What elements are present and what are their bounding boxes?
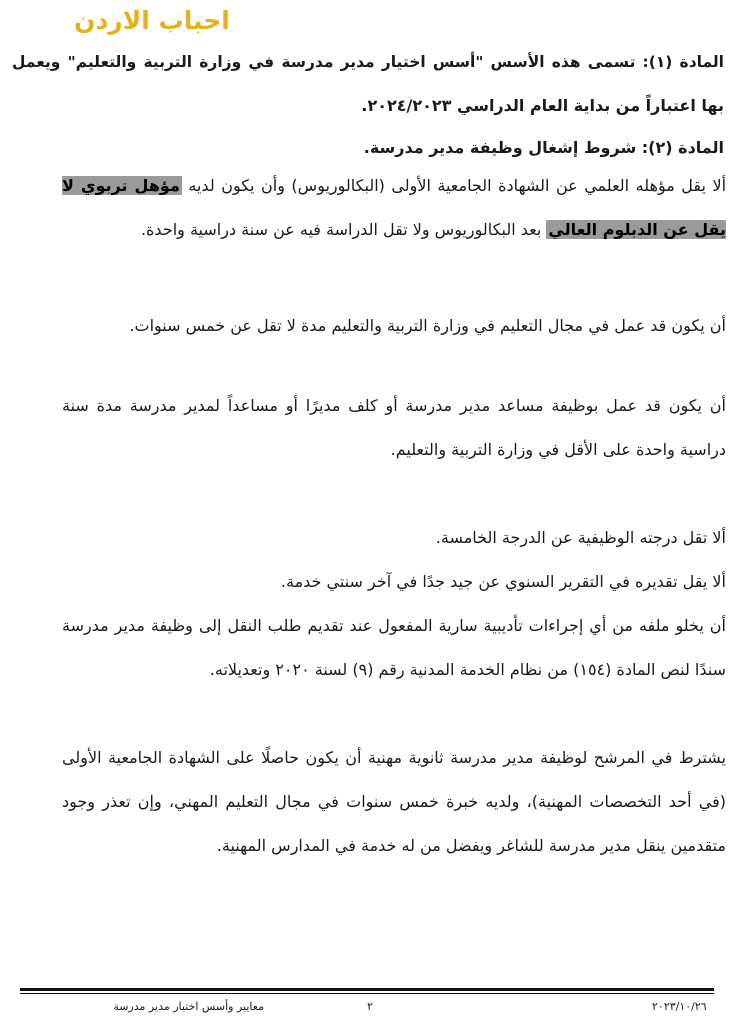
condition-text: بعد البكالوريوس ولا تقل الدراسة فيه عن سنة دراسية واحدة. xyxy=(140,220,542,239)
footer-divider-thin xyxy=(20,993,714,994)
condition-text: أن يخلو ملفه من أي إجراءات تأديبية سارية المفعول عند تقديم طلب النقل إلى وظيفة مدير مدرسة سندًا لنص المادة (١٥٤) من نظام الخدمة المدنية رقم (٩) لسنة ٢٠٢٠ وتعديلاته. xyxy=(62,616,726,679)
watermark: احباب الاردن xyxy=(74,6,230,35)
condition-item xyxy=(62,384,726,472)
footer-doc-title: معايير وأسس اختيار مدير مدرسة xyxy=(113,1000,264,1013)
page-number: ٢ xyxy=(367,1000,373,1013)
condition-text: ألا تقل درجته الوظيفية عن الدرجة الخامسة. xyxy=(435,528,726,547)
footer-date: ٢٠٢٣/١٠/٢٦ xyxy=(652,1000,707,1013)
footer-divider xyxy=(20,988,714,991)
condition-text: ألا يقل تقديره في التقرير السنوي عن جيد جدًا في آخر سنتي خدمة. xyxy=(280,572,726,591)
condition-item xyxy=(62,304,726,348)
condition-text: يشترط في المرشح لوظيفة مدير مدرسة ثانوية مهنية أن يكون حاصلًا على الشهادة الجامعية الأولى (في أحد التخصصات المهنية)، ولديه خبرة خمس سنوات في مجال التعليم المهني، وإن تعذر وجود متقدمين ينقل مدير مدرسة للشاغر ويفضل من له خدمة في المدارس المهنية. xyxy=(62,748,726,855)
condition-item xyxy=(62,164,726,252)
article-2-title: المادة (٢): شروط إشغال وظيفة مدير مدرسة. xyxy=(363,138,724,157)
condition-item xyxy=(62,604,726,692)
condition-item xyxy=(62,736,726,868)
condition-text: أن يكون قد عمل بوظيفة مساعد مدير مدرسة أو كلف مديرًا أو مساعداً لمدير مدرسة مدة سنة دراسية واحدة على الأقل في وزارة التربية والتعليم. xyxy=(62,396,726,459)
article-1-line-1: المادة (١): تسمى هذه الأسس "أسس اختيار مدير مدرسة في وزارة التربية والتعليم" ويعمل xyxy=(12,53,724,71)
highlighted-text: مؤهل تربوي لا يقل عن الدبلوم العالي xyxy=(62,176,726,239)
condition-item xyxy=(62,516,726,560)
condition-text: ألا يقل مؤهله العلمي عن الشهادة الجامعية الأولى (البكالوريوس) وأن يكون لديه xyxy=(188,176,727,195)
article-1-line-2: بها اعتباراً من بداية العام الدراسي ٢٠٢٤/٢٠٢٣. xyxy=(361,96,724,115)
article-1 xyxy=(12,40,724,128)
condition-text: أن يكون قد عمل في مجال التعليم في وزارة التربية والتعليم مدة لا تقل عن خمس سنوات. xyxy=(129,316,726,335)
condition-item xyxy=(62,560,726,604)
